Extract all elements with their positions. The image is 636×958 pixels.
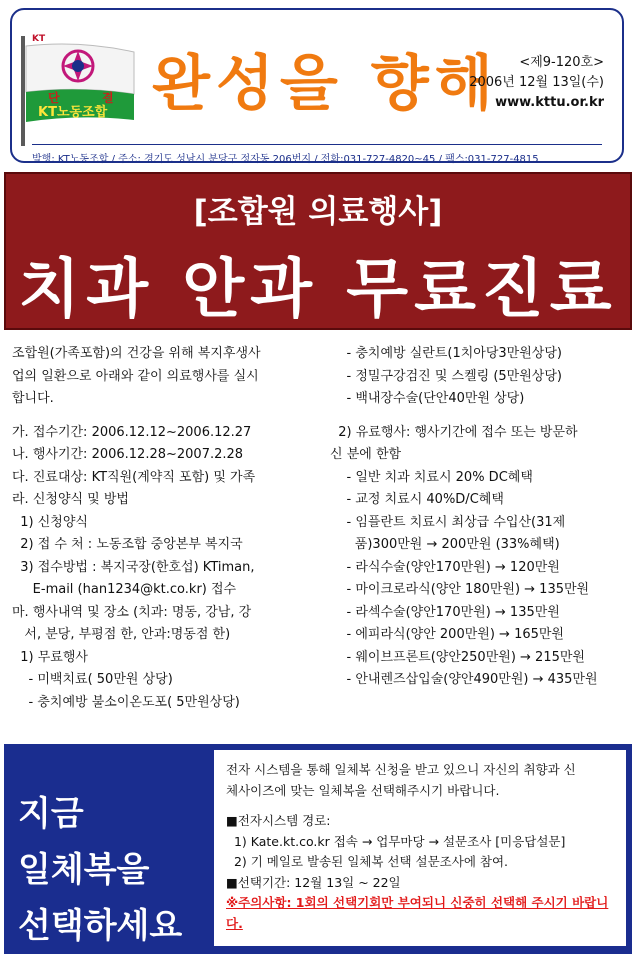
text-line: 1) Kate.kt.co.kr 접속 → 업무마당 → 설문조사 [미응답설문] bbox=[226, 833, 566, 849]
text-line: 서, 분당, 부평점 한, 안과:명동점 한) bbox=[12, 627, 231, 642]
flag-text-left: 단 bbox=[48, 91, 60, 105]
banner-headline: 치과 안과 무료진료 bbox=[18, 253, 618, 327]
spacer bbox=[12, 411, 322, 422]
spacer bbox=[330, 411, 630, 422]
website-link[interactable]: www.kttu.or.kr bbox=[495, 95, 604, 110]
masthead bbox=[10, 8, 624, 163]
text-line: ■선택기간: 12월 13일 ~ 22일 bbox=[226, 874, 401, 890]
text-line: 다. 진료대상: KT직원(계약직 포함) 및 가족 bbox=[12, 469, 256, 485]
text-line: 품)300만원 → 200만원 (33%혜택) bbox=[330, 537, 560, 552]
kt-logo: KT bbox=[32, 34, 46, 44]
text-line: 나. 행사기간: 2006.12.28~2007.2.28 bbox=[12, 447, 244, 462]
text-line: 조합원(가족포함)의 건강을 위해 복지후생사 bbox=[12, 346, 261, 361]
text-line: - 교정 치료시 40%D/C혜택 bbox=[330, 492, 504, 507]
text-line: 합니다. bbox=[12, 391, 54, 406]
text-line: E-mail (han1234@kt.co.kr) 접수 bbox=[12, 582, 237, 597]
text-line: - 백내장수술(단안40만원 상당) bbox=[330, 391, 525, 406]
text-line: - 임플란트 치료시 최상급 수입산(31제 bbox=[330, 514, 566, 530]
publisher-info: 발행: KT노동조합 / 주소: 경기도 성남시 분당구 정자동 206번지 / 전화:031-727-4820~45 / 팩스:031-727-4815 bbox=[32, 154, 539, 165]
text-line: 2) 접 수 처 : 노동조합 중앙본부 복지국 bbox=[12, 537, 243, 552]
text-line: - 마이크로라식(양안 180만원) → 135만원 bbox=[330, 582, 590, 597]
text-line: - 라식수술(양안170만원) → 120만원 bbox=[330, 559, 560, 575]
text-line: - 안내렌즈삽입술(양안490만원) → 435만원 bbox=[330, 672, 598, 687]
text-line: 1) 신청양식 bbox=[12, 514, 88, 530]
text-line: - 에피라식(양안 200만원) → 165만원 bbox=[330, 627, 564, 642]
issue-date: 2006년 12월 13일(수) bbox=[469, 75, 604, 90]
text-line: - 미백치료( 50만원 상당) bbox=[12, 672, 173, 687]
text-line: 1) 무료행사 bbox=[12, 649, 88, 665]
text-line: 신 분에 한함 bbox=[330, 447, 402, 462]
union-flag-icon bbox=[24, 42, 136, 126]
masthead-divider bbox=[32, 144, 602, 145]
text-line: - 충치예방 실란트(1치아당3만원상당) bbox=[330, 346, 562, 361]
uniform-call-to-action bbox=[18, 786, 182, 954]
text-line: - 충치예방 불소이온도포( 5만원상당) bbox=[12, 694, 240, 710]
uniform-notice-text bbox=[214, 750, 626, 946]
text-line: 가. 접수기간: 2006.12.12~2006.12.27 bbox=[12, 424, 252, 440]
text-line: 3) 접수방법 : 복지국장(한호섭) KTiman, bbox=[12, 559, 255, 575]
cta-line: 지금 bbox=[18, 794, 84, 834]
cta-line: 일체복을 bbox=[18, 850, 150, 890]
cta-line: 선택하세요 bbox=[18, 906, 183, 946]
right-article-column bbox=[330, 343, 630, 692]
flag-text-right: 결 bbox=[102, 91, 114, 105]
text-line: - 일반 치과 치료시 20% DC혜택 bbox=[330, 469, 533, 485]
warning-note: ※주의사항: 1회의 선택기회만 부여되니 신중히 선택해 주시기 바랍니다. bbox=[226, 895, 609, 931]
left-article-column bbox=[12, 343, 322, 714]
issue-number: <제9-120호> bbox=[519, 55, 604, 70]
text-line: ■전자시스템 경로: bbox=[226, 813, 331, 828]
headline-banner bbox=[4, 172, 632, 330]
text-line: 체사이즈에 맞는 일체복을 선택해주시기 바랍니다. bbox=[226, 782, 500, 798]
uniform-notice-box bbox=[4, 744, 632, 954]
issue-info bbox=[469, 53, 604, 113]
text-line: - 라섹수술(양안170만원) → 135만원 bbox=[330, 604, 560, 620]
flag-union-name: KT노동조합 bbox=[38, 105, 108, 120]
banner-subtitle: [조합원 의료행사] bbox=[193, 194, 443, 230]
text-line: 마. 행사내역 및 장소 (치과: 명동, 강남, 강 bbox=[12, 604, 252, 620]
newsletter-title: 완성을 향해 bbox=[152, 49, 499, 119]
text-line: - 웨이브프론트(양안250만원) → 215만원 bbox=[330, 649, 585, 665]
text-line: 라. 신청양식 및 방법 bbox=[12, 492, 129, 507]
text-line: 업의 일환으로 아래와 같이 의료행사를 실시 bbox=[12, 368, 259, 384]
text-line: - 정밀구강검진 및 스켈링 (5만원상당) bbox=[330, 368, 562, 384]
text-line: 전자 시스템을 통해 일체복 신청을 받고 있으니 자신의 취향과 신 bbox=[226, 762, 576, 777]
text-line: 2) 유료행사: 행사기간에 접수 또는 방문하 bbox=[330, 424, 578, 440]
text-line: 2) 기 메일로 발송된 일체복 선택 설문조사에 참여. bbox=[226, 854, 508, 869]
spacer bbox=[226, 801, 616, 811]
